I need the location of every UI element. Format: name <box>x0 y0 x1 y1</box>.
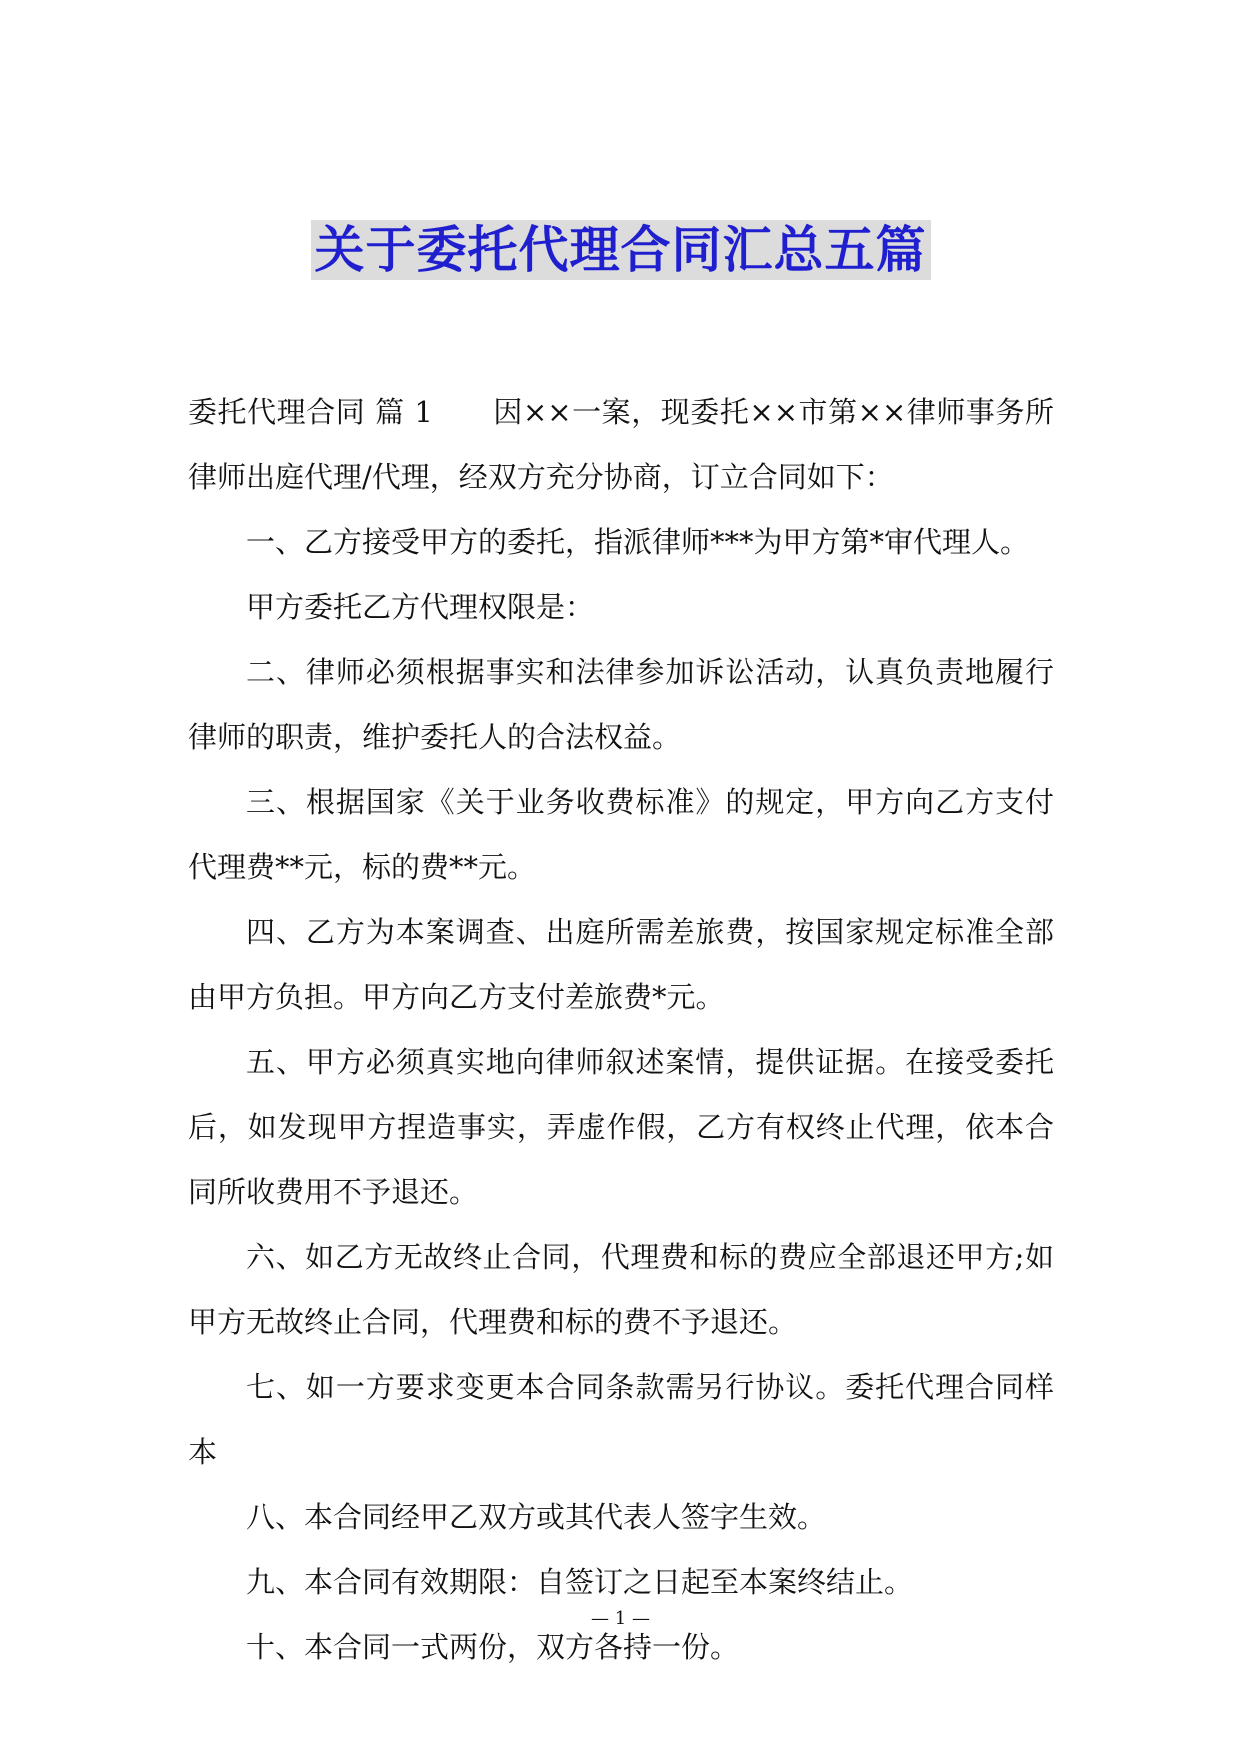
intro-text: 因××一案，现委托××市第××律师事务所律师出庭代理/代理，经双方充分协商，订立合同如下： <box>188 395 1054 494</box>
document-title: 关于委托代理合同汇总五篇 <box>311 220 931 280</box>
paragraph-authority: 甲方委托乙方代理权限是： <box>246 590 595 624</box>
paragraph-6: 六、如乙方无故终止合同，代理费和标的费应全部退还甲方;如甲方无故终止合同，代理费和标的费不予退还。 <box>188 1240 1054 1339</box>
paragraph-9: 九、本合同有效期限：自签订之日起至本案终结止。 <box>246 1565 914 1599</box>
intro-paragraph <box>188 380 1054 510</box>
paragraph-5: 五、甲方必须真实地向律师叙述案情，提供证据。在接受委托后，如发现甲方捏造事实，弄虚作假，乙方有权终止代理，依本合同所收费用不予退还。 <box>188 1045 1054 1209</box>
paragraph-3: 三、根据国家《关于业务收费标准》的规定，甲方向乙方支付代理费**元，标的费**元。 <box>188 785 1054 884</box>
paragraph-8: 八、本合同经甲乙双方或其代表人签字生效。 <box>246 1500 827 1534</box>
page-number: — 1 — <box>591 1608 650 1629</box>
title-container <box>0 220 1241 280</box>
paragraph-1: 一、乙方接受甲方的委托，指派律师***为甲方第*审代理人。 <box>246 525 1030 559</box>
paragraph-10: 十、本合同一式两份，双方各持一份。 <box>246 1630 740 1664</box>
intro-heading: 委托代理合同 篇 1 <box>188 395 433 429</box>
paragraph-2: 二、律师必须根据事实和法律参加诉讼活动，认真负责地履行律师的职责，维护委托人的合法权益。 <box>188 655 1054 754</box>
paragraph-7: 七、如一方要求变更本合同条款需另行协议。委托代理合同样本 <box>188 1370 1054 1469</box>
document-body <box>188 380 1054 1680</box>
paragraph-4: 四、乙方为本案调查、出庭所需差旅费，按国家规定标准全部由甲方负担。甲方向乙方支付差旅费*元。 <box>188 915 1054 1014</box>
